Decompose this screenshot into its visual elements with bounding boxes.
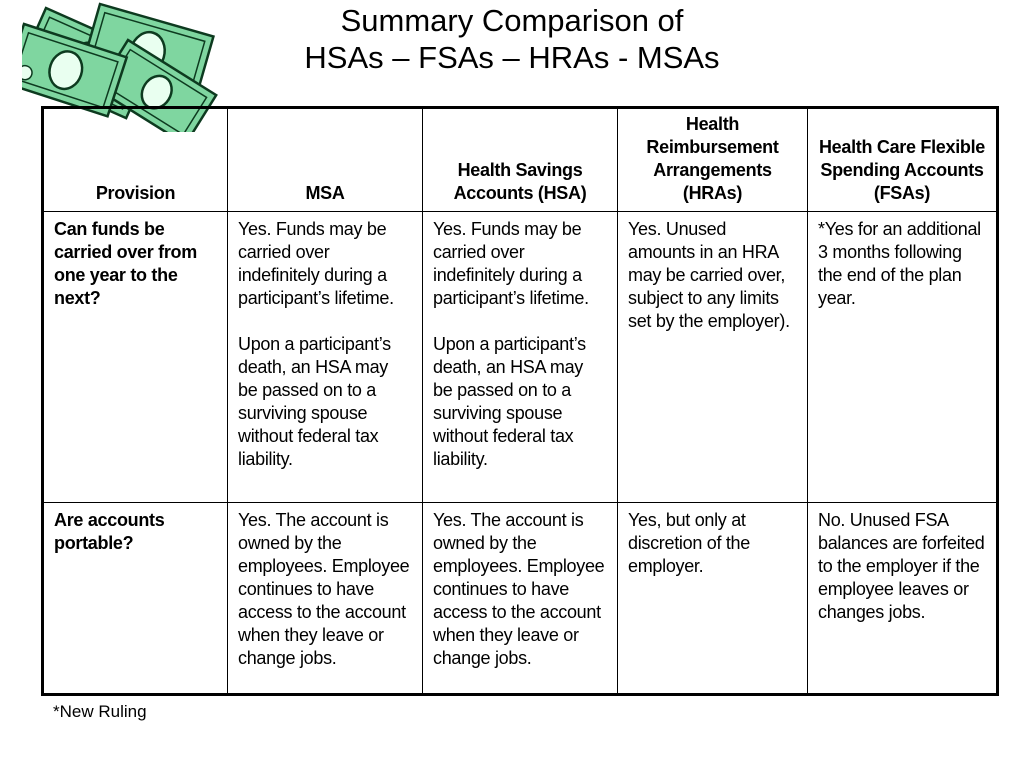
header-hsa: Health Savings Accounts (HSA) bbox=[423, 108, 618, 212]
page-title bbox=[240, 2, 784, 76]
comparison-table bbox=[41, 106, 999, 696]
hsa-cell bbox=[423, 212, 618, 503]
hsa-cell: Yes. The account is owned by the employees. Employee continues to have access to the account when they leave or change jobs. bbox=[423, 503, 618, 695]
provision-cell: Can funds be carried over from one year to the next? bbox=[43, 212, 228, 503]
cell-paragraph: Upon a participant’s death, an HSA may be passed on to a surviving spouse without federal tax liability. bbox=[238, 334, 391, 469]
title-line-1: Summary Comparison of bbox=[340, 3, 684, 38]
cell-paragraph: Upon a participant’s death, an HSA may be passed on to a surviving spouse without federal tax liability. bbox=[433, 334, 586, 469]
fsa-cell: No. Unused FSA balances are forfeited to the employer if the employee leaves or changes jobs. bbox=[808, 503, 998, 695]
header-provision: Provision bbox=[43, 108, 228, 212]
header-fsa: Health Care Flexible Spending Accounts (FSAs) bbox=[808, 108, 998, 212]
hra-cell: Yes, but only at discretion of the employer. bbox=[618, 503, 808, 695]
cell-paragraph: Yes. Funds may be carried over indefinitely during a participant’s lifetime. bbox=[238, 219, 394, 308]
header-hra: Health Reimbursement Arrangements (HRAs) bbox=[618, 108, 808, 212]
title-line-2: HSAs – FSAs – HRAs - MSAs bbox=[304, 40, 720, 75]
msa-cell bbox=[228, 212, 423, 503]
cell-paragraph: Yes. Funds may be carried over indefinitely during a participant’s lifetime. bbox=[433, 219, 589, 308]
hra-cell: Yes. Unused amounts in an HRA may be carried over, subject to any limits set by the employer). bbox=[618, 212, 808, 503]
table-row bbox=[43, 503, 998, 695]
msa-cell: Yes. The account is owned by the employees. Employee continues to have access to the account when they leave or change jobs. bbox=[228, 503, 423, 695]
header-msa: MSA bbox=[228, 108, 423, 212]
table-header-row bbox=[43, 108, 998, 212]
provision-cell: Are accounts portable? bbox=[43, 503, 228, 695]
footnote: *New Ruling bbox=[53, 702, 147, 721]
fsa-cell: *Yes for an additional 3 months following the end of the plan year. bbox=[808, 212, 998, 503]
table-row bbox=[43, 212, 998, 503]
